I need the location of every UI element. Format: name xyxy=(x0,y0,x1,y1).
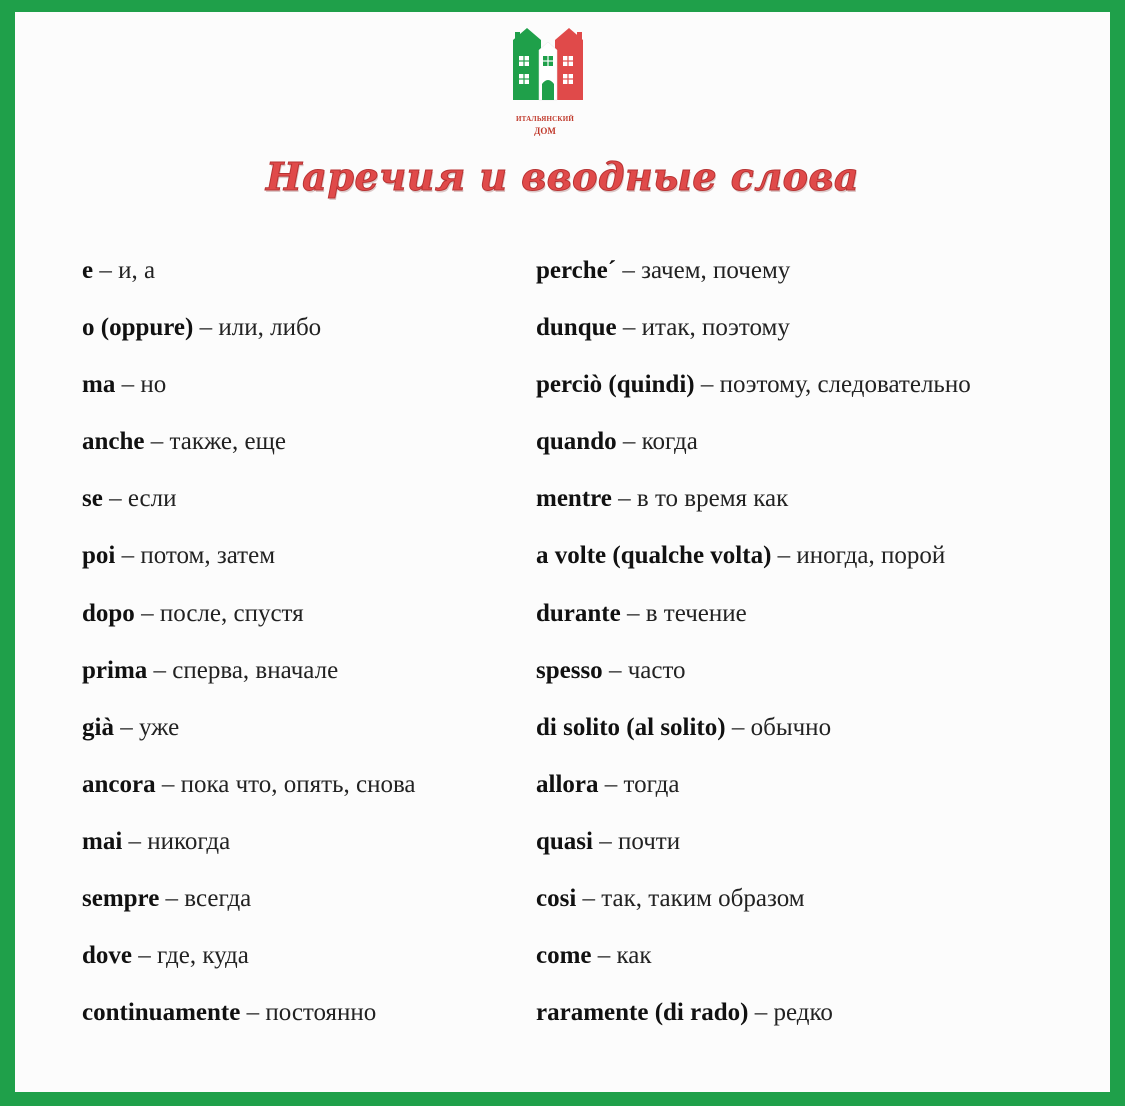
vocabulary-entry xyxy=(82,420,532,477)
vocabulary-entry xyxy=(82,306,532,363)
separator-dash: – xyxy=(771,542,797,570)
italian-word: quasi xyxy=(536,827,593,855)
russian-translation: тогда xyxy=(623,770,680,798)
separator-dash: – xyxy=(616,314,642,342)
vocabulary-entry xyxy=(82,934,532,991)
separator-dash: – xyxy=(725,713,751,741)
vocabulary-entry xyxy=(536,592,1096,649)
vocabulary-entry xyxy=(536,934,1096,991)
separator-dash: – xyxy=(694,371,720,399)
vocabulary-entry xyxy=(82,249,532,306)
russian-translation: в то время как xyxy=(636,485,789,513)
separator-dash: – xyxy=(93,257,119,284)
vocabulary-entry xyxy=(536,249,1096,306)
separator-dash: – xyxy=(134,599,160,627)
vocabulary-card xyxy=(15,12,1110,1092)
vocabulary-entry xyxy=(536,649,1096,706)
italian-word: ancora xyxy=(82,770,156,798)
italian-word: ma xyxy=(82,371,116,399)
separator-dash: – xyxy=(576,885,602,913)
italian-word: perciò (quindi) xyxy=(536,371,695,399)
vocabulary-entry xyxy=(536,706,1096,763)
separator-dash: – xyxy=(193,314,219,342)
separator-dash: – xyxy=(240,999,266,1027)
left-word-list xyxy=(82,249,532,1048)
vocabulary-entry xyxy=(536,763,1096,820)
russian-translation: постоянно xyxy=(265,999,377,1027)
separator-dash: – xyxy=(132,942,157,970)
vocabulary-entry xyxy=(536,534,1096,591)
italian-word: a volte (qualche volta) xyxy=(536,542,772,570)
russian-translation: иногда, порой xyxy=(796,542,946,570)
italian-word: o (oppure) xyxy=(82,314,194,342)
separator-dash: – xyxy=(115,371,141,399)
italian-word: cosi xyxy=(536,885,577,913)
vocabulary-entry xyxy=(82,363,532,420)
vocabulary-entry xyxy=(82,820,532,877)
russian-translation: также, еще xyxy=(169,428,286,456)
italian-word: perche´ xyxy=(536,257,617,284)
russian-translation: в течение xyxy=(645,599,747,627)
separator-dash: – xyxy=(147,656,173,684)
separator-dash: – xyxy=(113,713,139,741)
russian-translation: пока что, опять, снова xyxy=(180,770,416,798)
russian-translation: после, спустя xyxy=(159,599,304,627)
russian-translation: но xyxy=(140,371,167,399)
italian-word: quando xyxy=(536,428,617,456)
vocabulary-entry xyxy=(536,820,1096,877)
vocabulary-entry xyxy=(536,363,1096,420)
italian-word: prima xyxy=(82,656,148,684)
russian-translation: где, куда xyxy=(157,942,249,970)
italian-word: dove xyxy=(82,942,132,970)
russian-translation: никогда xyxy=(147,827,231,855)
russian-translation: всегда xyxy=(184,885,252,913)
house-icon xyxy=(497,28,593,116)
vocabulary-entry xyxy=(82,534,532,591)
vocabulary-entry xyxy=(536,477,1096,534)
vocabulary-entry xyxy=(536,991,1096,1048)
russian-translation: и, а xyxy=(118,257,156,284)
italian-word: sempre xyxy=(82,885,160,913)
vocabulary-entry xyxy=(536,420,1096,477)
italian-word: mai xyxy=(82,827,123,855)
russian-translation: редко xyxy=(773,999,833,1027)
vocabulary-entry xyxy=(536,306,1096,363)
italian-word: se xyxy=(82,485,103,513)
russian-translation: сперва, вначале xyxy=(172,656,339,684)
russian-translation: уже xyxy=(138,713,180,741)
italian-word: anche xyxy=(82,428,145,456)
italian-house-logo xyxy=(497,28,593,140)
right-word-list xyxy=(536,249,1096,1048)
italian-word: come xyxy=(536,942,592,970)
italian-word: continuamente xyxy=(82,999,241,1027)
russian-translation: обычно xyxy=(750,713,832,741)
separator-dash: – xyxy=(616,428,642,456)
vocabulary-entry xyxy=(82,592,532,649)
russian-translation: зачем, почему xyxy=(641,257,791,284)
italian-word: durante xyxy=(536,599,621,627)
russian-translation: поэтому, следовательно xyxy=(719,371,971,399)
russian-translation: как xyxy=(616,942,652,970)
vocabulary-entry xyxy=(82,877,532,934)
separator-dash: – xyxy=(602,656,628,684)
russian-translation: часто xyxy=(627,656,686,684)
separator-dash: – xyxy=(159,885,185,913)
italian-word: spesso xyxy=(536,656,603,684)
italian-word: allora xyxy=(536,770,599,798)
russian-translation: или, либо xyxy=(218,314,322,342)
vocabulary-entry xyxy=(82,649,532,706)
russian-translation: итак, поэтому xyxy=(641,314,790,342)
logo-caption-top: ИТАЛЬЯНСКИЙ xyxy=(515,115,574,123)
separator-dash: – xyxy=(598,770,624,798)
vocabulary-entry xyxy=(536,877,1096,934)
italian-word: dunque xyxy=(536,314,617,342)
russian-translation: когда xyxy=(641,428,698,456)
separator-dash: – xyxy=(144,428,170,456)
separator-dash: – xyxy=(591,942,617,970)
russian-translation: потом, затем xyxy=(140,542,276,570)
separator-dash: – xyxy=(122,827,148,855)
separator-dash: – xyxy=(620,599,646,627)
vocabulary-entry xyxy=(82,991,532,1048)
vocabulary-entry xyxy=(82,763,532,820)
russian-translation: так, таким образом xyxy=(601,885,805,913)
separator-dash: – xyxy=(155,770,181,798)
italian-word: poi xyxy=(82,542,116,570)
separator-dash: – xyxy=(102,485,128,513)
logo-caption-bottom: ДОМ xyxy=(534,126,556,136)
italian-word: dopo xyxy=(82,599,135,627)
separator-dash: – xyxy=(611,485,637,513)
separator-dash: – xyxy=(592,827,618,855)
vocabulary-entry xyxy=(82,706,532,763)
italian-word: raramente (di rado) xyxy=(536,999,749,1027)
russian-translation: если xyxy=(127,485,177,513)
page-title: Наречия и вводные слова xyxy=(265,154,860,199)
russian-translation: почти xyxy=(617,827,681,855)
separator-dash: – xyxy=(616,257,642,284)
italian-word: già xyxy=(82,713,114,741)
italian-word: e xyxy=(82,257,94,284)
italian-word: di solito (al solito) xyxy=(536,713,726,741)
vocabulary-entry xyxy=(82,477,532,534)
separator-dash: – xyxy=(748,999,774,1027)
separator-dash: – xyxy=(115,542,141,570)
italian-word: mentre xyxy=(536,485,612,513)
